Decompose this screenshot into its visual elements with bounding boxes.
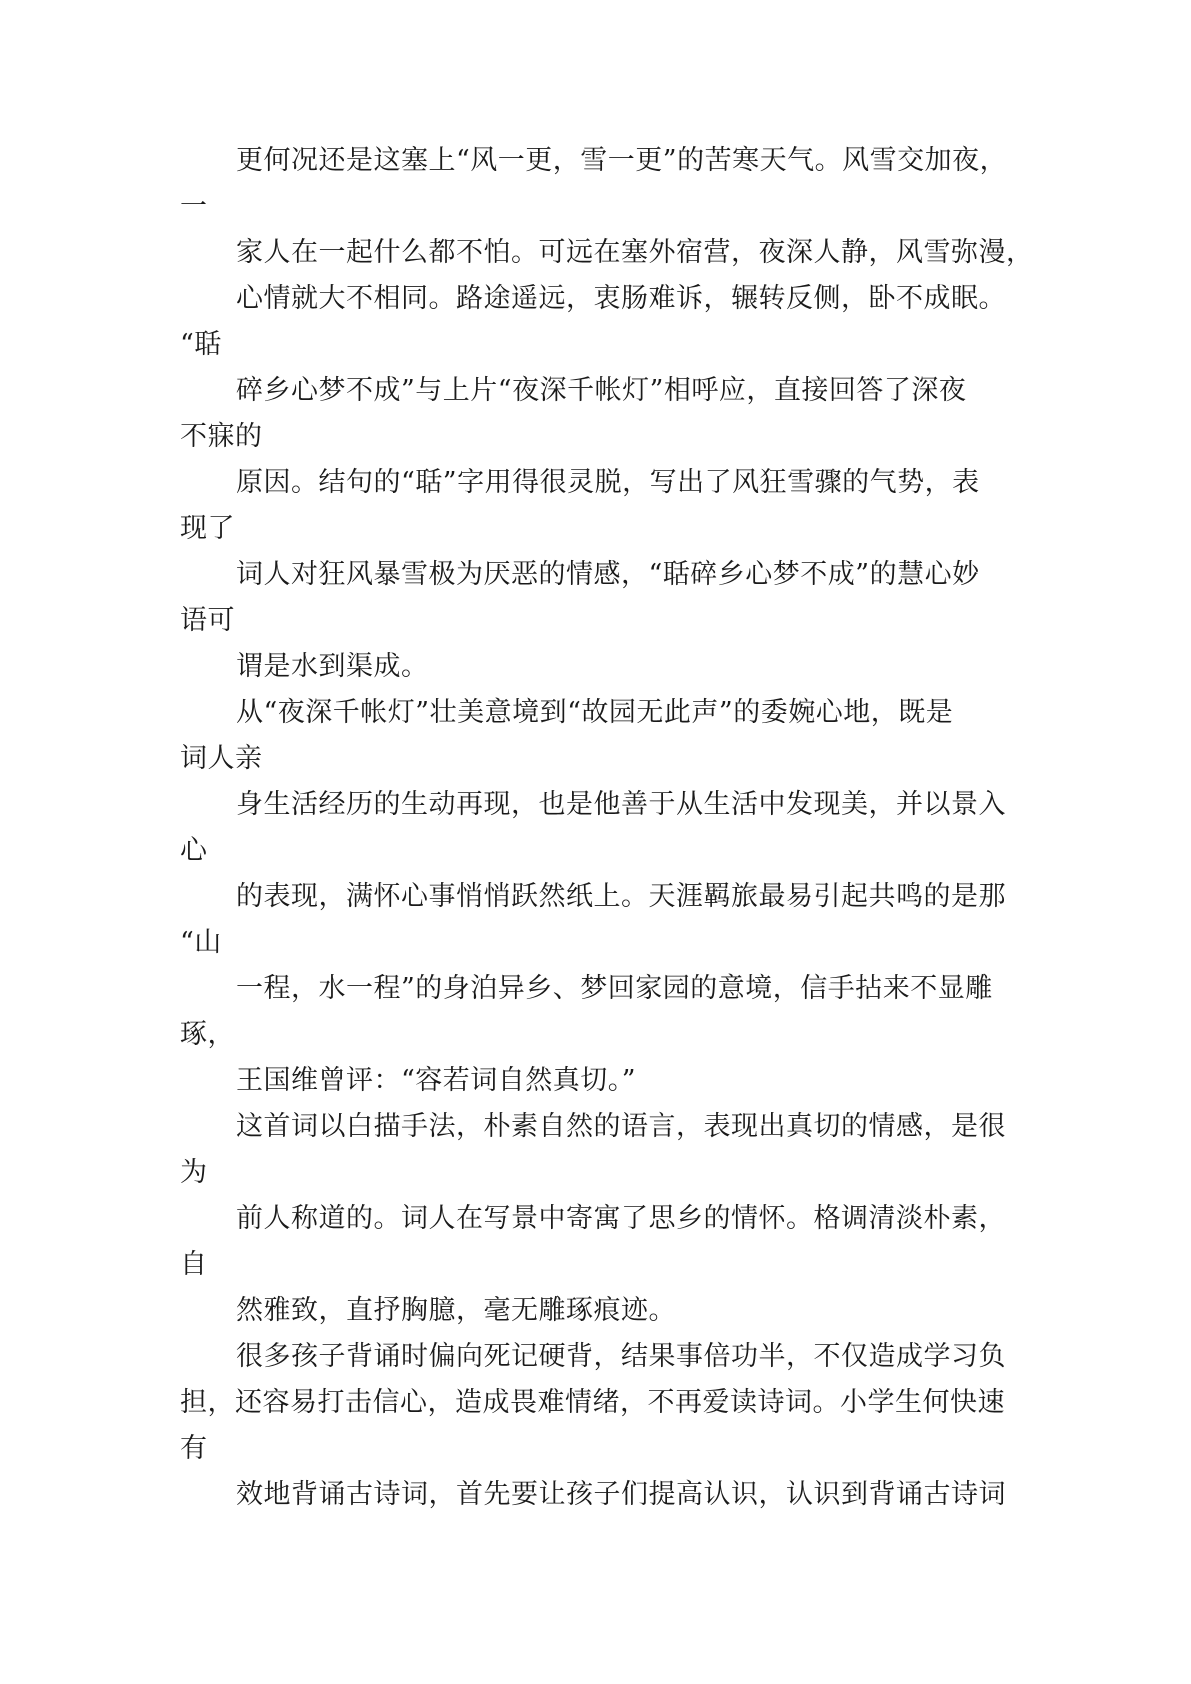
body-text — [180, 138, 1034, 1518]
text-line: 碎乡心梦不成”与上片“夜深千帐灯”相呼应，直接回答了深夜 — [236, 375, 967, 406]
text-line: 更何况还是这塞上“风一更，雪一更”的苦寒天气。风雪交加夜， — [236, 145, 1008, 176]
text-line: 心情就大不相同。路途遥远，衷肠难诉，辗转反侧，卧不成眠。 — [236, 283, 1006, 314]
text-line: “山 — [180, 927, 222, 958]
text-line: 王国维曾评：“容若词自然真切。” — [236, 1065, 637, 1096]
text-line: 谓是水到渠成。 — [236, 651, 429, 682]
text-line: 很多孩子背诵时偏向死记硬背，结果事倍功半，不仅造成学习负 — [236, 1341, 1006, 1372]
text-line: 不寐的 — [180, 421, 263, 452]
text-line: 词人亲 — [180, 743, 263, 774]
text-line: 为 — [180, 1157, 208, 1188]
text-line: 效地背诵古诗词，首先要让孩子们提高认识，认识到背诵古诗词 — [236, 1479, 1006, 1510]
text-line: 词人对狂风暴雪极为厌恶的情感，“聒碎乡心梦不成”的慧心妙 — [236, 559, 980, 590]
text-line: 现了 — [180, 513, 235, 544]
text-line: 前人称道的。词人在写景中寄寓了思乡的情怀。格调清淡朴素， — [236, 1203, 1006, 1234]
text-line: “聒 — [180, 329, 222, 360]
text-line: 一程，水一程”的身泊异乡、梦回家园的意境，信手拈来不显雕 — [236, 973, 993, 1004]
text-line: 琢， — [180, 1019, 235, 1050]
text-line: 的表现，满怀心事悄悄跃然纸上。天涯羁旅最易引起共鸣的是那 — [236, 881, 1006, 912]
text-line: 有 — [180, 1433, 208, 1464]
text-line: 身生活经历的生动再现，也是他善于从生活中发现美，并以景入 — [236, 789, 1006, 820]
text-line: 原因。结句的“聒”字用得很灵脱，写出了风狂雪骤的气势，表 — [236, 467, 980, 498]
text-line: 语可 — [180, 605, 235, 636]
text-line: 从“夜深千帐灯”壮美意境到“故园无此声”的委婉心地，既是 — [236, 697, 954, 728]
text-line: 心 — [180, 835, 208, 866]
text-line: 然雅致，直抒胸臆，毫无雕琢痕迹。 — [236, 1295, 676, 1326]
text-line: 一 — [180, 191, 208, 222]
text-line: 担，还容易打击信心，造成畏难情绪，不再爱读诗词。小学生何快速 — [180, 1387, 1005, 1418]
text-line: 家人在一起什么都不怕。可远在塞外宿营，夜深人静，风雪弥漫， — [236, 237, 1034, 268]
text-line: 自 — [180, 1249, 208, 1280]
text-line: 这首词以白描手法，朴素自然的语言，表现出真切的情感，是很 — [236, 1111, 1006, 1142]
